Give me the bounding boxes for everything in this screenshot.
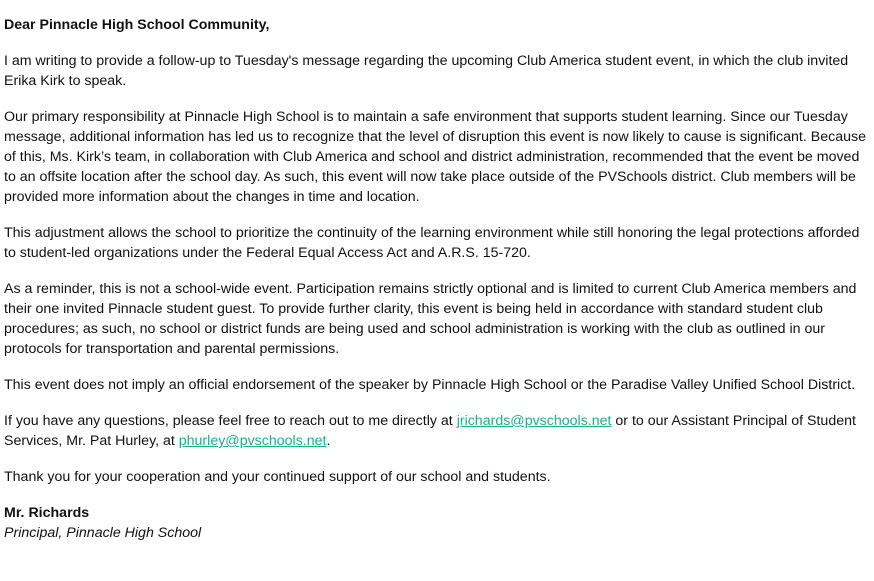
greeting: Dear Pinnacle High School Community, — [4, 17, 270, 33]
contact-text-3: . — [326, 433, 331, 449]
paragraph-adjustment: This adjustment allows the school to prioritize the continuity of the learning environment while still honoring the legal protections afforded to student-led organizations under the Federal Equal Access Act and A.R.S. 15-720. — [4, 225, 860, 261]
email-link-phurley[interactable]: phurley@pvschools.net — [178, 433, 327, 449]
contact-text-1: If you have any questions, please feel free to reach out to me directly at — [4, 413, 457, 429]
paragraph-reminder: As a reminder, this is not a school-wide event. Participation remains strictly optional and is limited to current Club America members and their one invited Pinnacle student guest. To provide further clarity, this event is being held in accordance with standard student club procedures; as such, no school or district funds are being used and school administration is working with the club as outlined in our protocols for transportation and parental permissions. — [4, 281, 857, 357]
contact-text-2: or to our Assistant Principal of Student Services, Mr. Pat Hurley, at — [4, 413, 856, 449]
paragraph-contact — [4, 411, 870, 451]
paragraph-thanks: Thank you for your cooperation and your continued support of our school and students. — [4, 469, 551, 485]
signature-name: Mr. Richards — [4, 505, 90, 521]
paragraph-safety: Our primary responsibility at Pinnacle High School is to maintain a safe environment that supports student learning. Since our Tuesday message, additional information has led us to recognize that the level of disruption this event is now likely to cause is significant. Because of this, Ms. Kirk’s team, in collaboration with Club America and school and district administration, recommended that the event be moved to an offsite location after the school day. As such, this event will now take place outside of the PVSchools district. Club members will be provided more information about the changes in time and location. — [4, 109, 866, 205]
email-link-jrichards[interactable]: jrichards@pvschools.net — [456, 413, 612, 429]
paragraph-intro: I am writing to provide a follow-up to Tuesday's message regarding the upcoming Club America student event, in which the club invited Erika Kirk to speak. — [4, 53, 849, 89]
paragraph-endorsement: This event does not imply an official endorsement of the speaker by Pinnacle High School or the Paradise Valley Unified School District. — [4, 377, 856, 393]
signature-title: Principal, Pinnacle High School — [4, 525, 202, 541]
